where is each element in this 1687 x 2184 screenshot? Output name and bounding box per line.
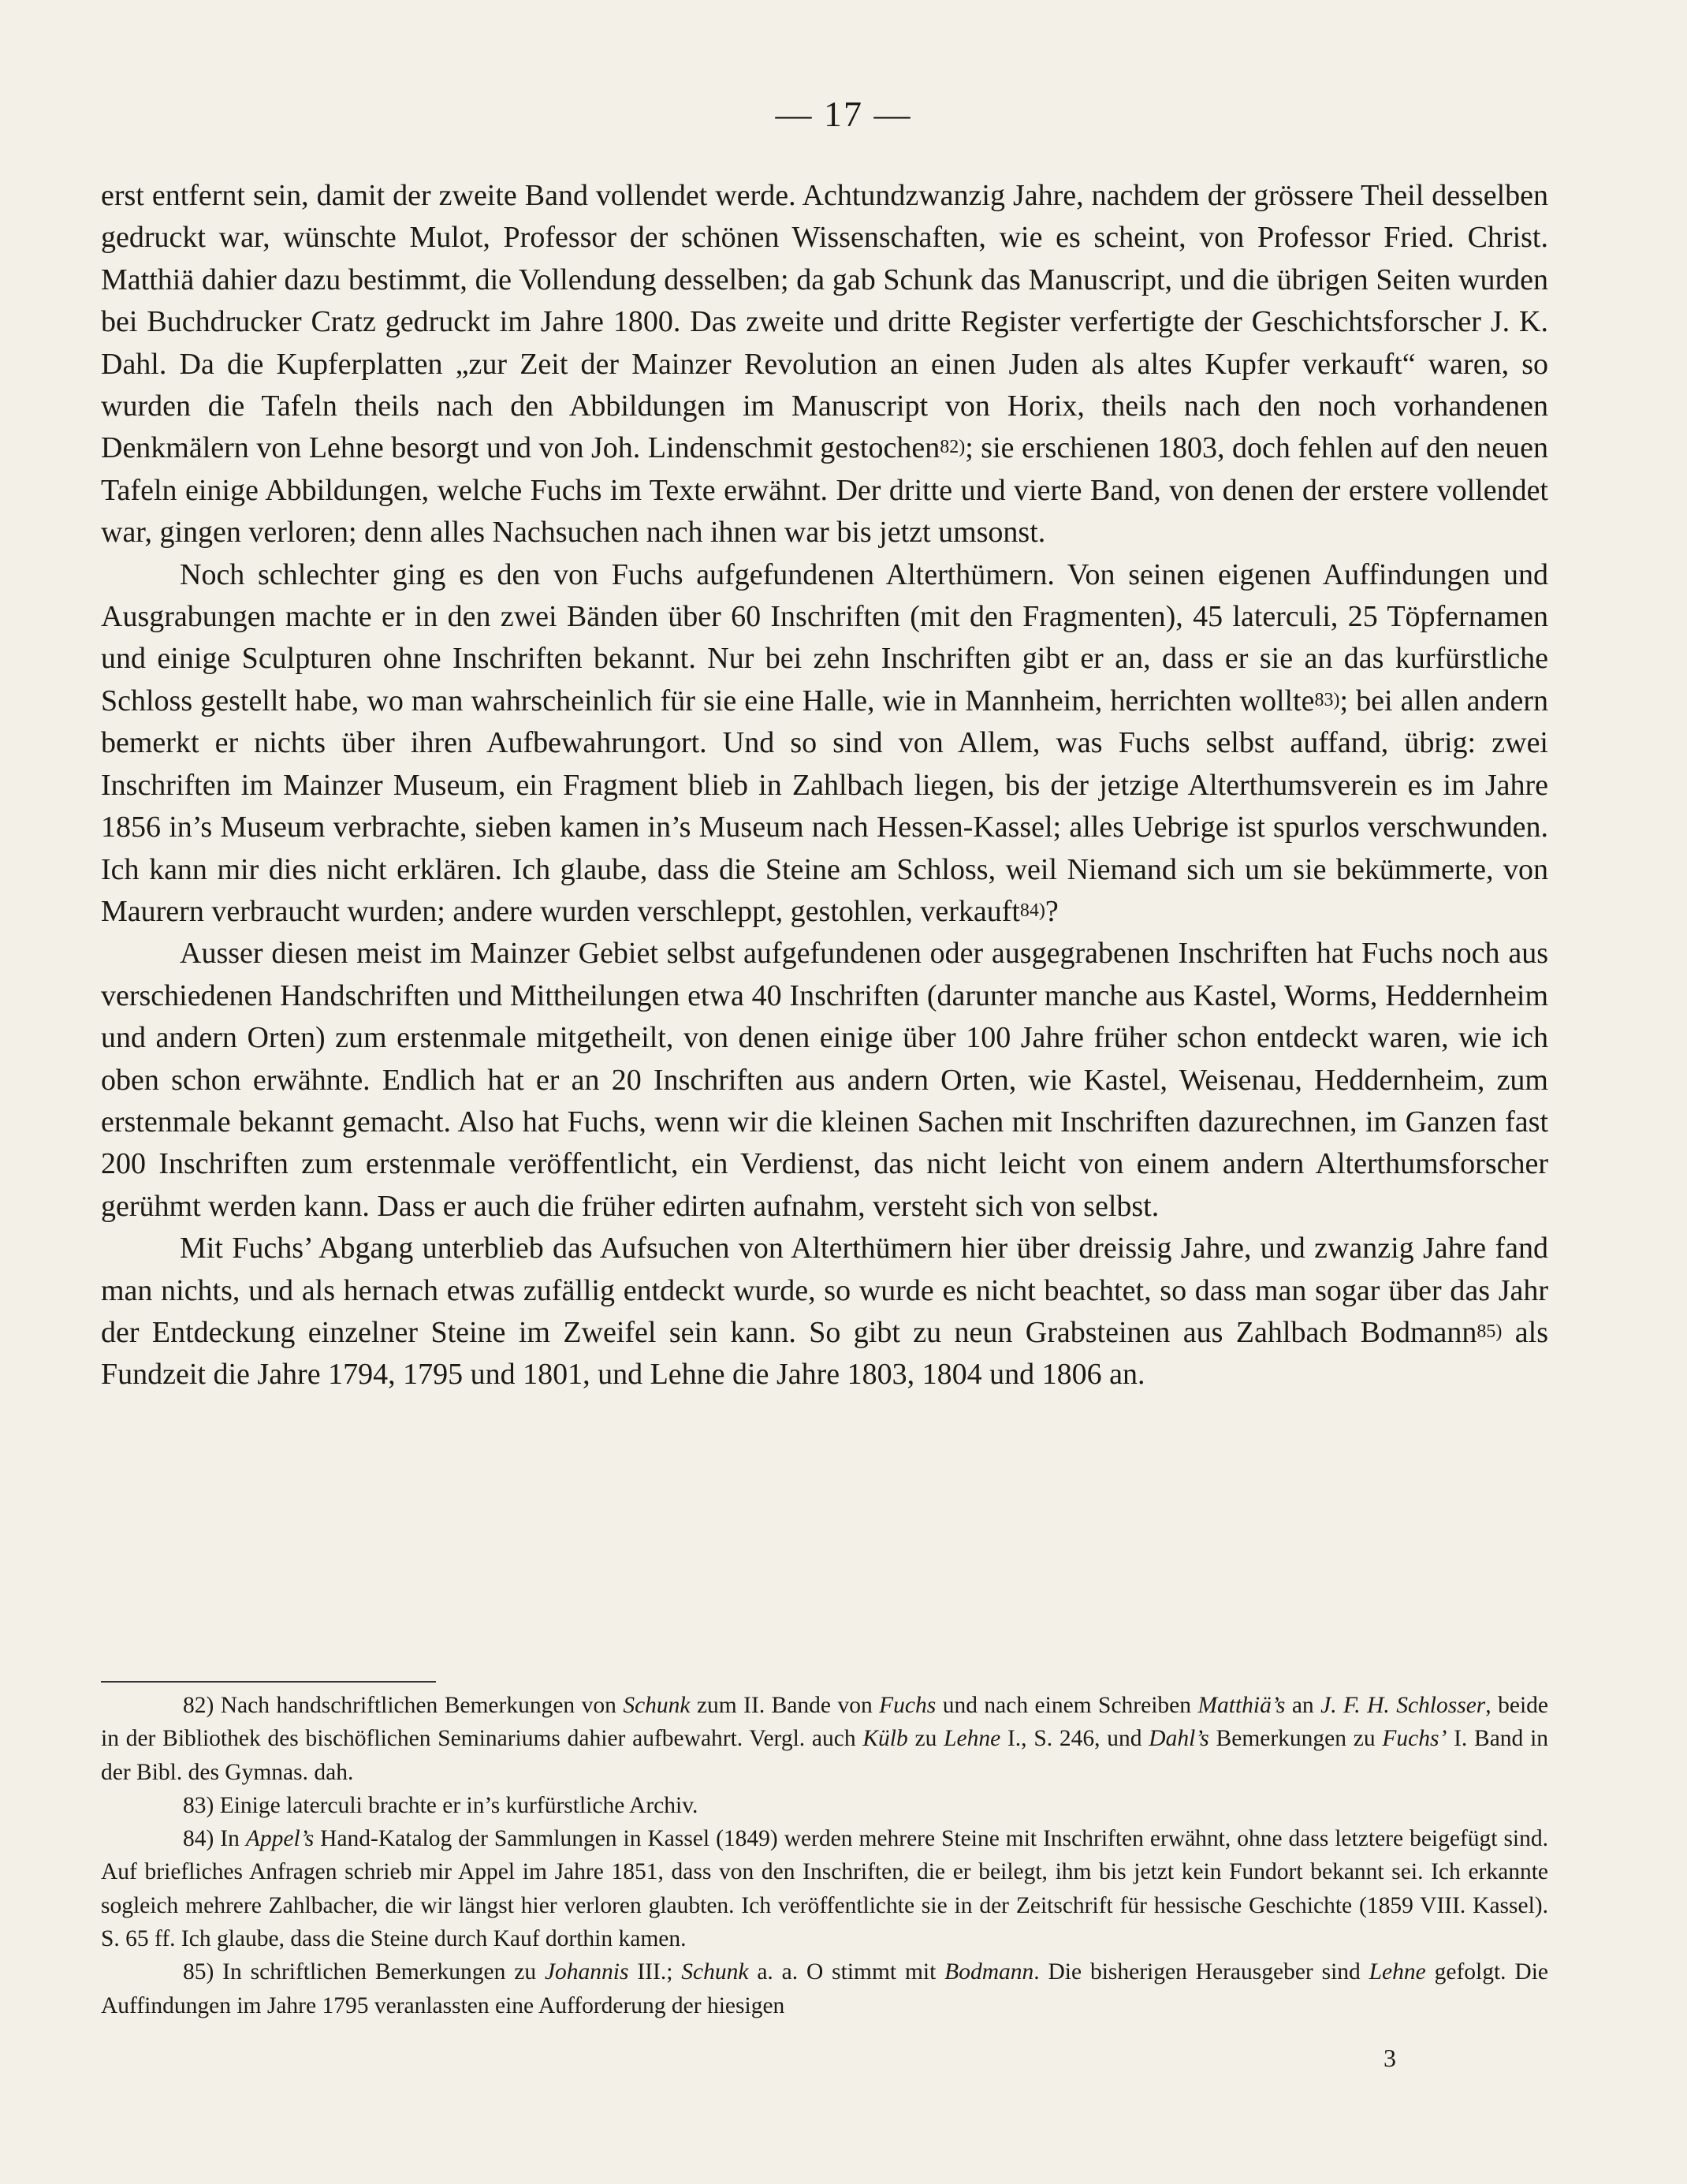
footnote-ref-85: 85) <box>1477 1321 1503 1342</box>
fn82-text: Bemerkungen zu <box>1208 1726 1383 1752</box>
fn85-italic: Schunk <box>681 1959 749 1985</box>
paragraph-2-text-b: ; bei allen andern bemerkt er nichts über ihren Aufbewahrungort. Und so sind von Allem, was Fuchs selbst auffand, übrig: zwei Inschriften im Mainzer Museum, ein Fragment blieb in Zahlbach liegen, bis der jetzige Alterthumsverein es im Jahre 1856 in’s Museum verbrachte, sieben kamen in’s Museum nach Hessen-Kassel; alles Uebrige ist spurlos verschwunden. Ich kann mir dies nicht erklären. Ich glaube, dass die Steine am Schloss, weil Niemand sich um sie bekümmerte, von Maurern verbraucht wurden; andere wurden verschleppt, gestohlen, verkauft <box>101 684 1548 928</box>
footnote-85 <box>101 1955 1548 2022</box>
paragraph-1-text-a: erst entfernt sein, damit der zweite Band vollendet werde. Achtundzwanzig Jahre, nachdem der grössere Theil desselben gedruckt war, wünschte Mulot, Professor der schönen Wissenschaften, wie es scheint, von Professor Fried. Christ. Matthiä dahier dazu bestimmt, die Vollendung desselben; da gab Schunk das Manuscript, und die übrigen Seiten wurden bei Buchdrucker Cratz gedruckt im Jahre 1800. Das zweite und dritte Register verfertigte der Geschichtsforscher J. K. Dahl. Da die Kupferplatten „zur Zeit der Mainzer Revolution an einen Juden als altes Kupfer verkauft“ waren, so wurden die Tafeln theils nach den Abbildungen im Manuscript von Horix, theils nach den noch vorhandenen Denkmälern von Lehne besorgt und von Joh. Lindenschmit gestochen <box>101 179 1548 465</box>
fn82-text: I. Band in der Bibl. des Gymnas. dah. <box>101 1726 1549 1785</box>
fn85-italic: Johannis <box>544 1959 629 1985</box>
paragraph-2 <box>101 554 1548 934</box>
footnote-83: 83) Einige laterculi brachte er in’s kurfürstliche Archiv. <box>183 1792 698 1818</box>
fn84-text: 84) In <box>183 1826 246 1852</box>
fn84-italic: Appel’s <box>245 1826 315 1852</box>
footnote-divider <box>101 1681 436 1683</box>
page-number: — 17 — <box>775 94 912 134</box>
fn85-text: III.; <box>628 1959 682 1985</box>
fn82-italic: Fuchs <box>879 1693 937 1718</box>
footnote-82 <box>101 1689 1548 1789</box>
paragraph-4-text-a: Mit Fuchs’ Abgang unterblieb das Aufsuchen von Alterthümern hier über dreissig Jahre, und zwanzig Jahre fand man nichts, und als hernach etwas zufällig entdeckt wurde, so wurde es nicht beachtet, so dass man sogar über das Jahr der Entdeckung einzelner Steine im Zweifel sein kann. So gibt zu neun Grabsteinen aus Zahlbach Bodmann <box>101 1232 1548 1349</box>
fn85-text: . Die bisherigen Herausgeber sind <box>1033 1959 1369 1985</box>
fn82-italic: Schunk <box>623 1693 691 1718</box>
fn82-text: an <box>1285 1693 1321 1718</box>
fn82-text: 82) Nach handschriftlichen Bemerkungen von <box>183 1693 624 1718</box>
fn85-italic: Lehne <box>1369 1959 1426 1985</box>
fn82-text: I., S. 246, und <box>1000 1726 1149 1752</box>
footnote-ref-83: 83) <box>1314 689 1340 710</box>
fn82-text: und nach einem Schreiben <box>936 1693 1198 1718</box>
paragraph-1-text-b: ; sie erschienen 1803, doch fehlen auf den neuen Tafeln einige Abbildungen, welche Fuchs im Texte erwähnt. Der dritte und vierte Band, von denen der erstere vollendet war, gingen verloren; denn alles Nachsuchen nach ihnen war bis jetzt umsonst. <box>101 431 1548 550</box>
fn85-text: 85) In schriftlichen Bemerkungen zu <box>183 1959 545 1985</box>
footnote-84 <box>101 1822 1548 1955</box>
fn82-text: , beide in der Bibliothek des bischöflichen Seminariums dahier aufbewahrt. Vergl. auch <box>101 1693 1548 1752</box>
fn82-text: zu <box>907 1726 944 1752</box>
fn82-italic: Dahl’s <box>1149 1726 1209 1752</box>
footnote-ref-84: 84) <box>1019 900 1045 921</box>
paragraph-3: Ausser diesen meist im Mainzer Gebiet selbst aufgefundenen oder ausgegrabenen Inschriften hat Fuchs noch aus verschiedenen Handschriften und Mittheilungen etwa 40 Inschriften (darunter manche aus Kastel, Worms, Heddernheim und andern Orten) zum erstenmale mitgetheilt, von denen einige über 100 Jahre früher schon entdeckt waren, wie ich oben schon erwähnte. Endlich hat er an 20 Inschriften aus andern Orten, wie Kastel, Weisenau, Heddernheim, zum erstenmale bekannt gemacht. Also hat Fuchs, wenn wir die kleinen Sachen mit Inschriften dazurechnen, im Ganzen fast 200 Inschriften zum erstenmale veröffentlicht, ein Verdienst, das nicht leicht von einem andern Alterthumsforscher gerühmt werden kann. Dass er auch die früher edirten aufnahm, versteht sich von selbst. <box>101 937 1548 1223</box>
fn82-italic: Lehne <box>944 1726 1001 1752</box>
footnotes <box>101 1689 1548 2022</box>
fn85-text: a. a. O stimmt mit <box>748 1959 945 1985</box>
fn85-italic: Bodmann <box>944 1959 1034 1985</box>
paragraph-2-text-a: Noch schlechter ging es den von Fuchs aufgefundenen Alterthümern. Von seinen eigenen Auffindungen und Ausgrabungen machte er in den zwei Bänden über 60 Inschriften (mit den Fragmenten), 45 laterculi, 25 Töpfernamen und einige Sculpturen ohne Inschriften bekannt. Nur bei zehn Inschriften gibt er an, dass er sie an das kurfürstliche Schloss gestellt habe, wo man wahrscheinlich für sie eine Halle, wie in Mannheim, herrichten wollte <box>101 557 1548 717</box>
fn85-text: gefolgt. Die Auffindungen im Jahre 1795 veranlassten eine Aufforderung der hiesigen <box>101 1959 1548 2018</box>
fn82-italic: J. F. H. Schlosser <box>1320 1693 1486 1718</box>
main-text <box>101 175 1548 1396</box>
paragraph-1 <box>101 175 1548 554</box>
fn82-italic: Fuchs’ <box>1382 1726 1447 1752</box>
fn84-text: Hand-Katalog der Sammlungen in Kassel (1849) werden mehrere Steine mit Inschriften erwähnt, ohne dass letztere beigefügt sind. Auf briefliches Anfragen schrieb mir Appel im Jahre 1851, dass von den Inschriften, die er beilegt, ihm bis jetzt kein Fundort bekannt sei. Ich erkannte sogleich mehrere Zahlbacher, die wir längst hier verloren glaubten. Ich veröffentlichte sie in der Zeitschrift für hessische Geschichte (1859 VIII. Kassel). S. 65 ff. Ich glaube, dass die Steine durch Kauf dorthin kamen. <box>101 1826 1548 1952</box>
paragraph-2-text-c: ? <box>1045 894 1059 928</box>
signature-mark: 3 <box>1383 2044 1396 2072</box>
fn82-italic: Matthiä’s <box>1197 1693 1286 1718</box>
paragraph-4 <box>101 1228 1548 1396</box>
fn82-italic: Külb <box>862 1726 908 1752</box>
paragraph-4-text-b: als Fundzeit die Jahre 1794, 1795 und 1801, und Lehne die Jahre 1803, 1804 und 1806 an. <box>101 1315 1548 1392</box>
fn82-text: zum II. Bande von <box>690 1693 880 1718</box>
footnote-ref-82: 82) <box>940 437 966 458</box>
